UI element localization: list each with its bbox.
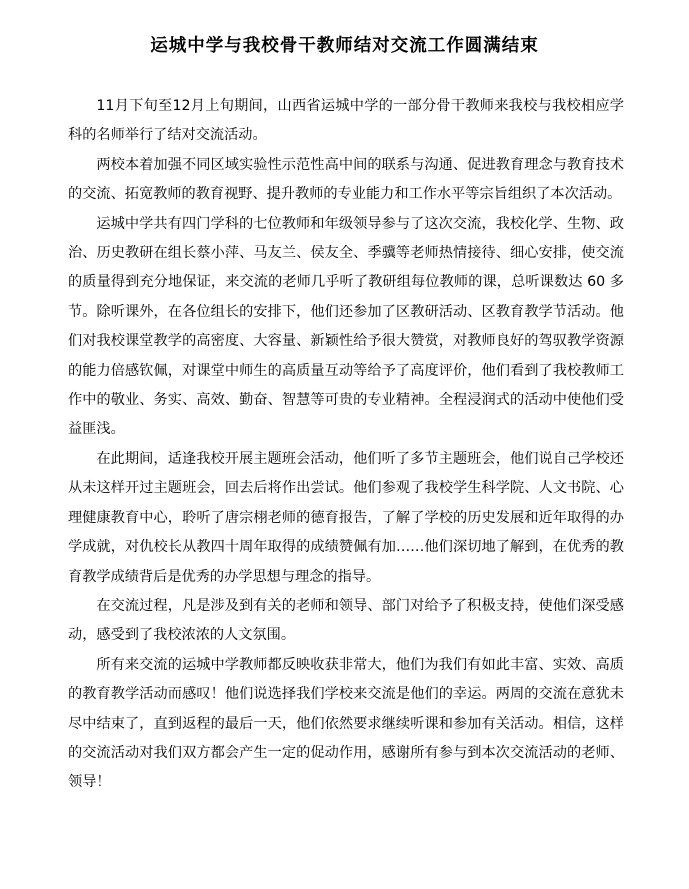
paragraph-3: 运城中学共有四门学科的七位教师和年级领导参与了这次交流，我校化学、生物、政治、历史教研在组长蔡小萍、马友兰、侯友全、季骥等老师热情接待、细心安排，使交流的质量得到充分地保证，来交流的老师几乎听了教研组每位教师的课，总听课数达 60 多节。除听课外，在各位组长的安排下，他们还参加了区教研活动、区教育教学节活动。他们对我校课堂教学的高密度、大容量、新颖性给予很大赞赏，对教师良好的驾驭教学资源的能力倍感钦佩，对课堂中师生的高质量互动等给予了高度评价，他们看到了我校教师工作中的敬业、务实、高效、勤奋、智慧等可贵的专业精神。全程浸润式的活动中使他们受益匪浅。 — [68, 215, 624, 438]
paragraph-1: 11月下旬至12月上旬期间，山西省运城中学的一部分骨干教师来我校与我校相应学科的名师举行了结对交流活动。 — [68, 98, 624, 144]
document-body — [68, 92, 624, 798]
paragraph-2: 两校本着加强不同区域实验性示范性高中间的联系与沟通、促进教育理念与教育技术的交流、拓宽教师的教育视野、提升教师的专业能力和工作水平等宗旨组织了本次活动。 — [68, 156, 624, 203]
document-title: 运城中学与我校骨干教师结对交流工作圆满结束 — [150, 36, 539, 56]
paragraph-6: 所有来交流的运城中学教师都反映收获非常大，他们为我们有如此丰富、实效、高质的教育教学活动而感叹！他们说选择我们学校来交流是他们的幸运。两周的交流在意犹未尽中结束了，直到返程的最后一天，他们依然要求继续听课和参加有关活动。相信，这样的交流活动对我们双方都会产生一定的促动作用，感谢所有参与到本次交流活动的老师、领导！ — [68, 656, 624, 791]
paragraph-5: 在交流过程，凡是涉及到有关的老师和领导、部门对给予了积极支持，使他们深受感动，感受到了我校浓浓的人文氛围。 — [68, 597, 624, 644]
paragraph-4: 在此期间，适逢我校开展主题班会活动，他们听了多节主题班会，他们说自己学校还从未这样开过主题班会，回去后将作出尝试。他们参观了我校学生科学院、人文书院、心理健康教育中心，聆听了唐宗栩老师的德育报告，了解了学校的历史发展和近年取得的办学成就，对仇校长从教四十周年取得的成绩赞佩有加……他们深切地了解到，在优秀的教育教学成绩背后是优秀的办学思想与理念的指导。 — [68, 450, 624, 585]
